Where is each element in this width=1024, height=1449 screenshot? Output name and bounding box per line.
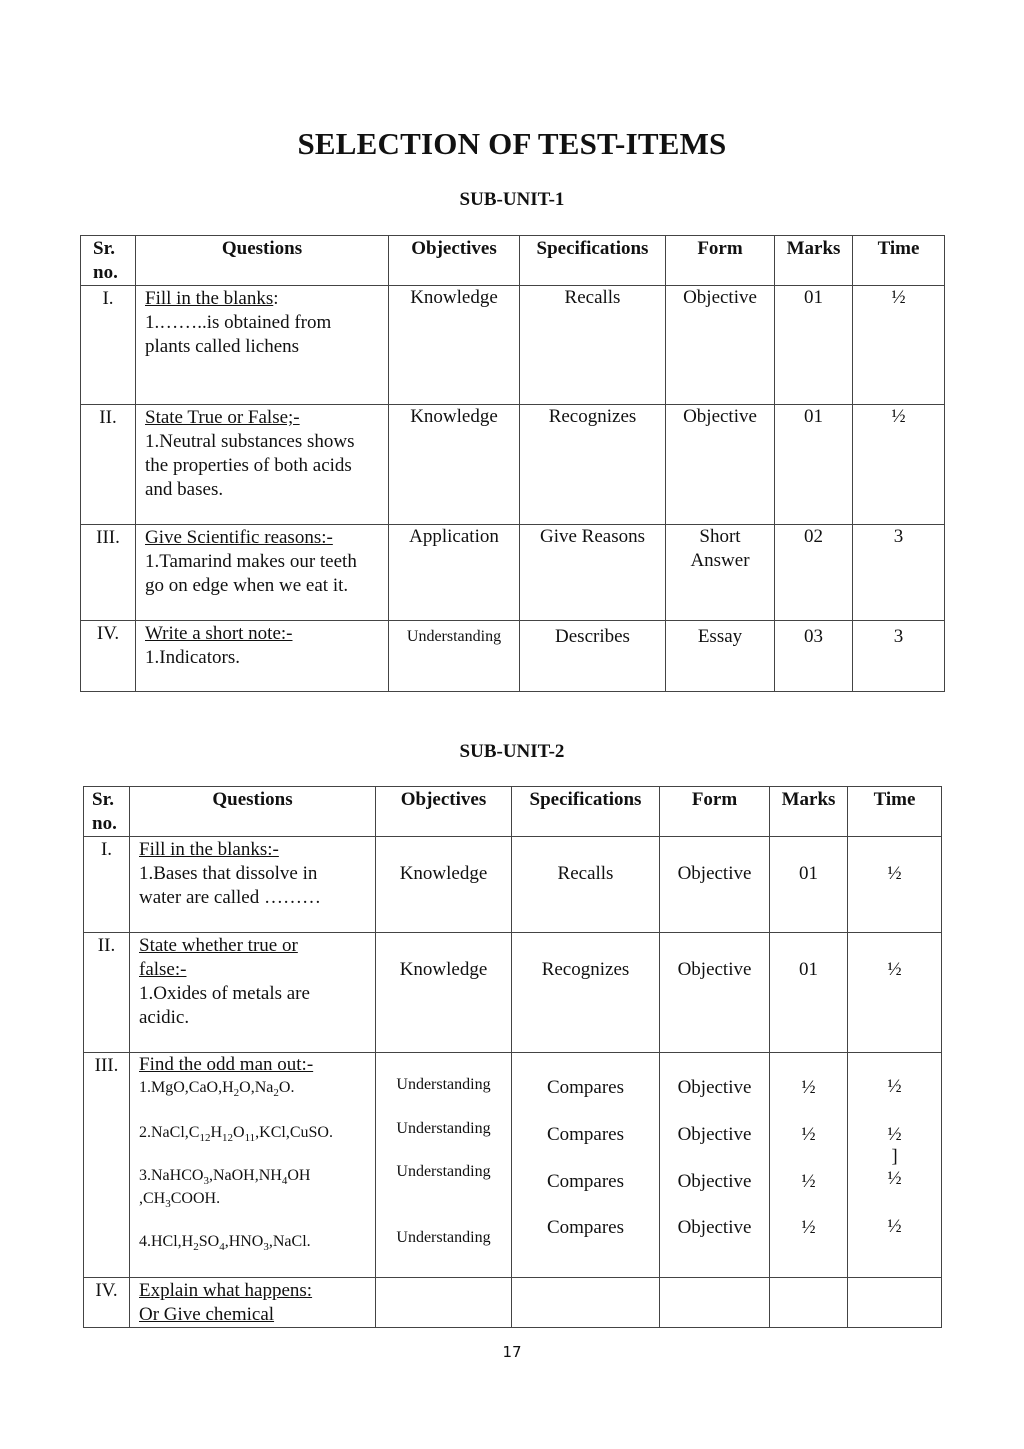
row-marks: 01: [770, 933, 848, 1053]
row-marks: 02: [775, 525, 853, 621]
odd-item-4: $4.HCl,H_2SO_4,HNO_3,NaCl$.: [139, 1233, 311, 1253]
table-row: [84, 837, 942, 933]
row-objective: [376, 1278, 512, 1328]
row-form: Short Answer: [666, 525, 775, 621]
row-form: Objective: [660, 837, 770, 933]
col-header-marks: Marks: [770, 787, 848, 837]
row-form: Objective: [666, 405, 775, 525]
col-header-sr: Sr. no.: [84, 787, 130, 837]
col-header-form: Form: [660, 787, 770, 837]
row-objective: Application: [389, 525, 520, 621]
row-question: Write a short note:- 1.Indicators.: [136, 621, 389, 692]
col-header-questions: Questions: [136, 236, 389, 286]
row-sr: III.: [81, 525, 136, 621]
row-objectives: Understanding Understanding Understanding Understanding: [376, 1053, 512, 1278]
row-forms: Objective Objective Objective Objective: [660, 1053, 770, 1278]
row-sr: II.: [81, 405, 136, 525]
table-row: [81, 525, 945, 621]
row-question: State True or False;- 1.Neutral substances shows the properties of both acids and bases.: [136, 405, 389, 525]
row-objective: Knowledge: [376, 933, 512, 1053]
col-header-specifications: Specifications: [512, 787, 660, 837]
odd-item-3-cont: $,CH_3COOH$.: [139, 1190, 221, 1210]
col-header-objectives: Objectives: [376, 787, 512, 837]
odd-item-3: $3.NaHCO_3,NaOH,NH_4OH$: [139, 1167, 311, 1187]
page-title: SELECTION OF TEST-ITEMS: [297, 126, 727, 161]
row-time: ½: [848, 837, 942, 933]
row-marks: 03: [775, 621, 853, 692]
table-row: [84, 1053, 942, 1278]
table-header-row: [84, 787, 942, 837]
col-header-questions: Questions: [130, 787, 376, 837]
row-marks: 01: [775, 286, 853, 405]
col-header-time: Time: [848, 787, 942, 837]
row-time: ½: [848, 933, 942, 1053]
row-times: ½ ½ ] ½ ½: [848, 1053, 942, 1278]
row-sr: III.: [84, 1053, 130, 1278]
row-sr: IV.: [84, 1278, 130, 1328]
table-row: [84, 933, 942, 1053]
row-marks: ½ ½ ½ ½: [770, 1053, 848, 1278]
table-row: [84, 1278, 942, 1328]
odd-item-2: $2.NaCl,C_{12}H_{12}O_{11},KCl,CuSO$.: [139, 1124, 333, 1144]
row-time: 3: [853, 525, 945, 621]
row-objective: Knowledge: [389, 286, 520, 405]
row-specification: Recognizes: [520, 405, 666, 525]
row-marks: 01: [775, 405, 853, 525]
row-question: Find the odd man out:- $1.MgO,CaO,H_2O,Na_2O$. $2.NaCl,C_{12}H_{12}O_{11},KCl,CuSO$. $3.NaHCO_3,NaOH,NH_4OH$ $,CH_3COOH$. $4.HCl,H_2SO_4,HNO_3,NaCl$.: [130, 1053, 376, 1278]
sub-unit-2-heading: SUB-UNIT-2: [459, 741, 565, 762]
row-form: Essay: [666, 621, 775, 692]
col-header-sr: Sr. no.: [81, 236, 136, 286]
row-question: Give Scientific reasons:- 1.Tamarind makes our teeth go on edge when we eat it.: [136, 525, 389, 621]
col-header-objectives: Objectives: [389, 236, 520, 286]
table-row: [81, 286, 945, 405]
col-header-specifications: Specifications: [520, 236, 666, 286]
row-specification: Recalls: [512, 837, 660, 933]
row-objective: Understanding: [389, 621, 520, 692]
sub-unit-1-table: [80, 235, 945, 692]
row-question: Fill in the blanks:- 1.Bases that dissolve in water are called ………: [130, 837, 376, 933]
row-form: [660, 1278, 770, 1328]
row-time: [848, 1278, 942, 1328]
sub-unit-1-heading: SUB-UNIT-1: [459, 189, 565, 210]
table-row: [81, 621, 945, 692]
row-time: 3: [853, 621, 945, 692]
page-number: 17: [502, 1343, 522, 1361]
row-specification: [512, 1278, 660, 1328]
sub-unit-2-table: [83, 786, 942, 1328]
row-question: Explain what happens: Or Give chemical: [130, 1278, 376, 1328]
row-time: ½: [853, 405, 945, 525]
odd-item-1: $1.MgO,CaO,H_2O,Na_2O$.: [139, 1079, 295, 1099]
row-sr: I.: [84, 837, 130, 933]
row-specification: Recognizes: [512, 933, 660, 1053]
row-form: Objective: [666, 286, 775, 405]
row-sr: II.: [84, 933, 130, 1053]
row-form: Objective: [660, 933, 770, 1053]
row-specification: Recalls: [520, 286, 666, 405]
col-header-form: Form: [666, 236, 775, 286]
table-row: [81, 405, 945, 525]
row-sr: I.: [81, 286, 136, 405]
row-objective: Knowledge: [389, 405, 520, 525]
row-marks: 01: [770, 837, 848, 933]
row-specifications: Compares Compares Compares Compares: [512, 1053, 660, 1278]
row-marks: [770, 1278, 848, 1328]
row-sr: IV.: [81, 621, 136, 692]
row-question: State whether true or false:- 1.Oxides of metals are acidic.: [130, 933, 376, 1053]
row-objective: Knowledge: [376, 837, 512, 933]
row-specification: Describes: [520, 621, 666, 692]
table-header-row: [81, 236, 945, 286]
col-header-marks: Marks: [775, 236, 853, 286]
row-question: Fill in the blanks: 1.……..is obtained from plants called lichens: [136, 286, 389, 405]
row-time: ½: [853, 286, 945, 405]
row-specification: Give Reasons: [520, 525, 666, 621]
col-header-time: Time: [853, 236, 945, 286]
